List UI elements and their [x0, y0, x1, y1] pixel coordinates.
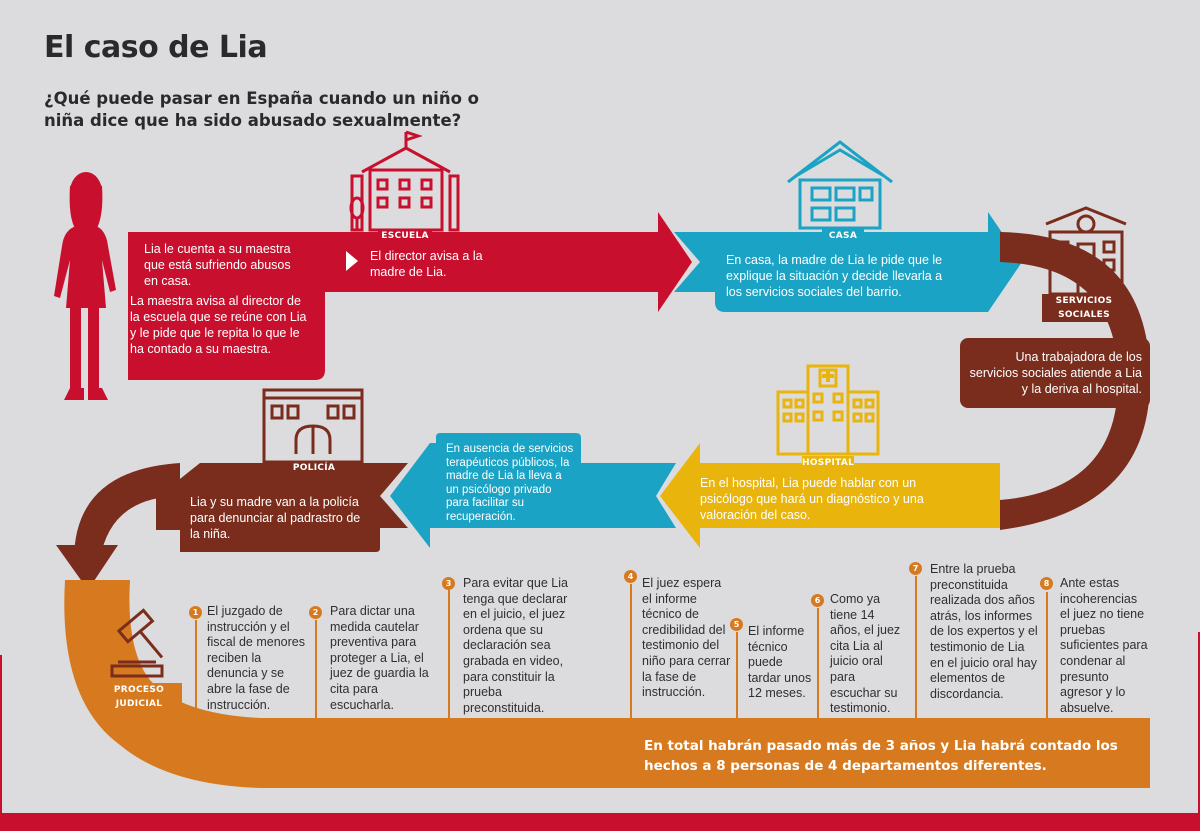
step-text: El juzgado de instrucción y el fiscal de menores reciben la denuncia y se abre la fase de instrucción.	[207, 604, 305, 712]
step-badge: 5	[730, 618, 743, 631]
step-text: Para evitar que Lia tenga que declarar en el juicio, el juez ordena que su declaración sea grabada en video, para constituir la prueba preconstituida.	[463, 576, 568, 715]
police-label: POLICÍA	[288, 461, 340, 475]
step-badge: 2	[309, 606, 322, 619]
school-building-icon	[344, 130, 464, 245]
step-text: Para dictar una medida cautelar preventiva para proteger a Lia, el juez de guardia la cita para escucharla.	[330, 604, 429, 712]
text-director-madre: El director avisa a la madre de Lia.	[370, 249, 483, 279]
step-text: Entre la prueba preconstituida realizada dos años atrás, los informes de los expertos y el testimonio de Lia en el juicio oral hay elementos de discordancia.	[930, 562, 1038, 701]
step-badge: 6	[811, 594, 824, 607]
hospital-label: HOSPITAL	[802, 458, 855, 468]
house-label: CASA	[822, 229, 864, 243]
chevron-right-icon	[346, 251, 358, 271]
house-icon	[782, 136, 902, 236]
text-hospital: En el hospital, Lia puede hablar con un psicólogo que hará un diagnóstico y una valoración del caso.	[700, 476, 924, 522]
police-station-icon	[258, 386, 370, 466]
step-badge: 1	[189, 606, 202, 619]
step-text: El juez espera el informe técnico de credibilidad del testimonio del niño para cerrar la fase de instrucción.	[642, 576, 731, 700]
school-label: ESCUELA	[378, 229, 432, 243]
step-text: Como ya tiene 14 años, el juez cita Lia al juicio oral para escuchar su testimonio.	[830, 592, 901, 716]
social-label: SERVICIOS SOCIALES	[1042, 294, 1126, 322]
text-casa: En casa, la madre de Lia le pide que le explique la situación y decide llevarla a los servicios sociales del barrio.	[726, 253, 943, 299]
page-title: El caso de Lia	[44, 30, 268, 65]
gavel-icon	[104, 606, 184, 686]
text-lia-maestra: Lia le cuenta a su maestra que está sufriendo abusos en casa.	[144, 242, 291, 288]
step-text: El informe técnico puede tardar unos 12 meses.	[748, 624, 812, 701]
step-badge: 7	[909, 562, 922, 575]
step-text: Ante estas incoherencias el juez no tiene pruebas suficientes para condenar al presunto agresor y lo absuelve.	[1060, 576, 1148, 715]
court-label: PROCESO JUDICIAL	[96, 683, 182, 711]
step-badge: 3	[442, 577, 455, 590]
step-badge: 8	[1040, 577, 1053, 590]
social-services-building-icon	[1036, 204, 1136, 304]
text-social: Una trabajadora de los servicios sociales atiende a Lia y la deriva al hospital.	[969, 350, 1142, 396]
page-subtitle: ¿Qué puede pasar en España cuando un niño o niña dice que ha sido abusado sexualmente?	[44, 89, 480, 130]
text-policia: Lia y su madre van a la policía para denunciar al padrastro de la niña.	[190, 495, 361, 541]
text-maestra-director: La maestra avisa al director de la escuela que se reúne con Lia y le pide que le repita lo que le ha contado a su maestra.	[130, 294, 307, 356]
step-badge: 4	[624, 570, 637, 583]
conclusion-text: En total habrán pasado más de 3 años y Lia habrá contado los hechos a 8 personas de 4 departamentos diferentes.	[644, 738, 1118, 774]
child-silhouette-icon	[48, 168, 138, 408]
text-psicologo: En ausencia de servicios terapéuticos públicos, la madre de Lia la lleva a un psicólogo privado para facilitar su recuperación.	[446, 443, 574, 523]
hospital-building-icon	[770, 362, 886, 462]
